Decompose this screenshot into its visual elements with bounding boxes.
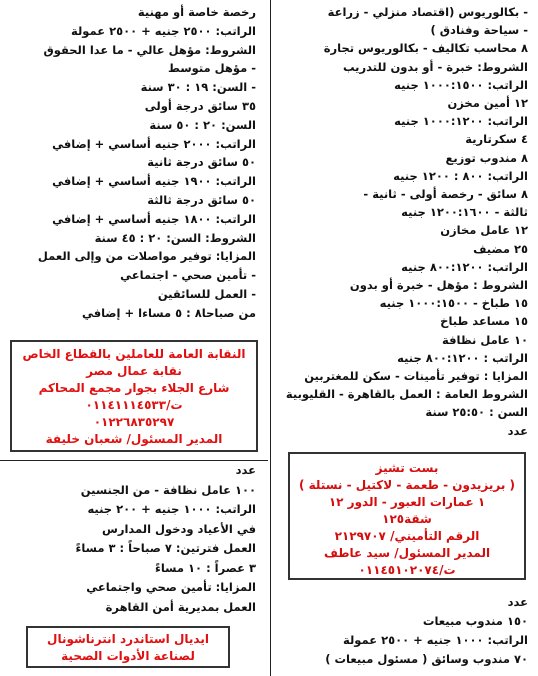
- right-bottom-job-line: عدد: [507, 595, 528, 609]
- right-job-line: الشروط العامة : العمل بالقاهرة - القليوبية: [285, 387, 528, 402]
- right-job-line: الراتب: ٨٠٠:١٢٠٠ جنيه: [401, 259, 528, 274]
- ideal-standard-box: [26, 626, 230, 668]
- left-bottom-job-line: المزايا: تأمين صحي واجتماعي: [86, 580, 256, 594]
- left-job-line: الراتب: ١٨٠٠ جنيه أساسي + إضافي: [52, 211, 256, 226]
- left-bottom-job-line: العمل بمديرية أمن القاهرة: [105, 599, 256, 614]
- union-name: النقابة العامة للعاملين بالقطاع الخاص: [22, 347, 246, 361]
- left-job-line: - تأمين صحي - اجتماعي: [120, 268, 256, 283]
- right-job-line: المزايا : توفير تأمينات - سكن للمغتربين: [304, 369, 528, 383]
- left-bottom-job-line: ٣ عصراً : ١٠ مساءً: [154, 560, 256, 575]
- union-manager: المدير المسئول/ شعبان خليفة: [45, 432, 223, 446]
- right-bottom-job-line: ٧٠ مندوب وسائق ( مسئول مبيعات ): [325, 652, 528, 666]
- company-insurance-number: الرقم التأميني/ ٢١٢٩٧٠٧: [334, 529, 480, 543]
- left-job-line: ٥٠ سائق درجة ثالثة: [147, 193, 256, 207]
- company-manager: المدير المسئول/ سيد عاطف: [323, 546, 491, 560]
- left-bottom-job-line: العمل فترتين: ٧ صباحاً : ٣ مساءً: [75, 541, 256, 555]
- left-column: [0, 0, 268, 676]
- union-address: شارع الجلاء بجوار مجمع المحاكم: [38, 381, 230, 395]
- right-job-line: السن : ٢٥:٥٠ سنة: [425, 405, 528, 420]
- right-bottom-job-line: ١٥٠ مندوب مبيعات: [422, 614, 528, 628]
- right-job-line: الراتب : ٨٠٠:١٢٠٠ جنيه: [397, 350, 528, 365]
- right-job-line: ٨ محاسب تكاليف - بكالوريوس تجارة: [323, 41, 528, 56]
- right-job-line: ١٢ عامل مخازن: [440, 223, 528, 238]
- left-job-line: المزايا: توفير مواصلات من وإلى العمل: [37, 249, 256, 264]
- company-address: ١ عمارات العبور - الدور ١٢: [328, 495, 486, 509]
- right-job-line: الراتب: ٨٠٠ : ١٢٠٠ جنيه: [393, 168, 528, 183]
- left-job-line: الشروط: مؤهل عالي - ما عدا الحقوق: [43, 42, 256, 57]
- right-job-line: ٨ سائق - رخصة أولى - ثانية -: [363, 187, 528, 201]
- left-job-line: - السن: ١٩ : ٣٠ سنة: [140, 80, 256, 95]
- left-job-line: السن: ٢٠ : ٥٠ سنة: [149, 117, 256, 132]
- left-job-line: من صباحا٨ : ٥ مساءا + إضافي: [81, 305, 256, 320]
- left-job-line: ٣٥ سائق درجة أولى: [144, 99, 256, 113]
- right-job-line: الراتب: ١٠٠٠:١٢٠٠ جنيه: [394, 114, 528, 129]
- company-name: بست تشيز: [375, 461, 439, 475]
- left-job-line: الشروط: السن: ٢٠ : ٤٥ سنة: [94, 230, 256, 245]
- company-brands: ( بريزيدون - طعمة - لاكتيل - نستلة ): [298, 478, 516, 492]
- best-cheese-contact-box: [288, 452, 526, 580]
- left-job-line: الراتب: ٢٠٠٠ جنيه أساسي + إضافي: [52, 136, 256, 151]
- ideal-standard-desc: لصناعة الأدوات الصحية: [61, 649, 195, 663]
- left-separator: [0, 460, 268, 461]
- right-job-line: ١٠ عامل نظافة: [442, 332, 528, 347]
- right-job-line: ١٥ طباخ - ١٠٠٠:١٥٠٠ جنيه: [379, 296, 528, 311]
- right-job-line: - سياحة وفنادق ): [430, 23, 528, 38]
- right-column: [270, 0, 538, 676]
- left-bottom-job-line: عدد: [235, 463, 256, 477]
- left-bottom-job-line: ١٠٠ عامل نظافة - من الجنسين: [80, 482, 256, 497]
- right-job-line: عدد: [507, 423, 528, 438]
- right-job-line: ١٥ مساعد طباخ: [440, 314, 528, 329]
- right-job-line: الشروط: خبرة - أو بدون للتدريب: [343, 59, 528, 74]
- right-job-line: الراتب: ١٠٠٠:١٥٠٠ جنيه: [394, 77, 528, 92]
- right-bottom-job-line: الراتب: ١٠٠٠ جنيه + ٢٥٠٠ عمولة: [343, 633, 528, 647]
- left-job-line: الراتب: ١٩٠٠ جنيه أساسي + إضافي: [52, 174, 256, 189]
- right-job-line: ثالثة - ١٢٠٠:١٦٠٠ جنيه: [401, 205, 528, 220]
- union-contact-box: [10, 340, 258, 452]
- company-apartment: شقة١٢٥: [382, 512, 432, 526]
- right-job-line: ١٢ أمين مخزن: [447, 96, 528, 110]
- left-job-line: الراتب: ٢٥٠٠ جنيه + ٢٥٠٠ عمولة: [71, 23, 256, 38]
- left-job-line: ٥٠ سائق درجة ثانية: [147, 155, 256, 170]
- left-bottom-job-line: الراتب: ١٠٠٠ جنيه + ٢٠٠ جنيه: [87, 502, 256, 516]
- right-job-line: الشروط : مؤهل - خبرة أو بدون: [349, 278, 528, 292]
- left-bottom-job-line: في الأعياد ودخول المدارس: [101, 521, 256, 536]
- union-phone-1: ت/٠١١٤١١١٤٥٣٣: [85, 398, 183, 412]
- left-job-line: - العمل للسائقين: [157, 287, 256, 301]
- right-job-line: ٨ مندوب توزيع: [445, 150, 528, 165]
- union-phone-2: ٠١٢٢٦٨٣٥٢٩٧: [93, 415, 175, 429]
- left-job-line: - مؤهل متوسط: [168, 61, 256, 76]
- right-job-line: ٤ سكرتارية: [465, 132, 528, 147]
- union-subname: نقابة عمال مصر: [86, 364, 182, 378]
- left-job-line: رخصة خاصة أو مهنية: [137, 5, 256, 19]
- right-job-line: ٢٥ مضيف: [473, 241, 528, 256]
- company-phone: ت/٠١١٤٥١٠٢٠٧٤: [358, 563, 456, 577]
- ideal-standard-name: ايديال استاندرد انترناشونال: [47, 632, 209, 646]
- right-job-line: - بكالوريوس (اقتصاد منزلي - زراعة: [327, 5, 528, 19]
